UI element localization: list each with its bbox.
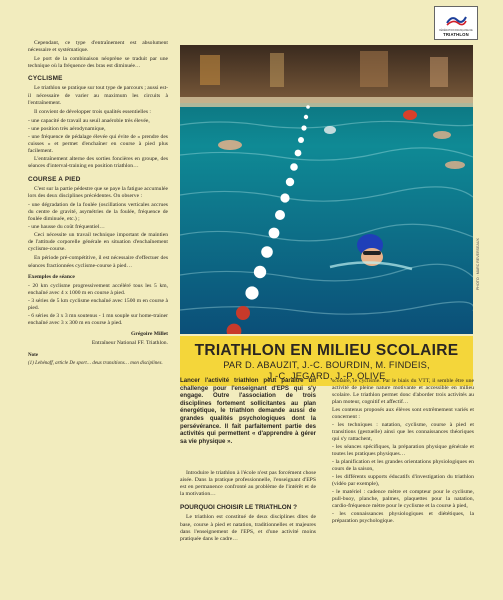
list-item: - 3 séries de 5 km cyclisme enchaîné avec 1500 m en course à pied. xyxy=(28,297,168,311)
federation-emblem-icon xyxy=(445,13,467,27)
article-lead: Lancer l'activité triathlon peut paraître un challenge pour l'enseignant d'EPS qui s'y engage. Outre l'association de trois disciplines fortement sollicitantes au plan énergétique, le triathlon demande aussi de grandes qualités psychologiques dont la persévérance. Il fait parfaitement partie des activités qui permettent « d'apprendre à gérer sa vie physique ». xyxy=(180,377,316,445)
photo-credit: PHOTO : MARC REVERSEAUX xyxy=(476,238,480,290)
paragraph: Ceci nécessite un travail technique important de maintien de l'attitude corporelle générale en situation d'enchaînement cyclisme-course. xyxy=(28,232,168,253)
list-item: - une capacité de travail au seuil anaérobie très élevée, xyxy=(28,117,150,124)
list-item: - les séances spécifiques, la préparation physique générale et toutes les pratiques physiques… xyxy=(332,444,474,457)
section-heading-cyclisme: CYCLISME xyxy=(28,75,63,83)
paragraph: Le port de la combinaison néoprène se traduit par une technique où la fréquence des bras est diminuée… xyxy=(28,56,168,70)
list-item: - une fréquence de pédalage élevée qui évite de « prendre des cuisses » et permet d'enchaîner en course à pied plus facilement. xyxy=(28,134,168,155)
signature-name: Grégoire Millet xyxy=(130,331,168,338)
swimming-pool-photo xyxy=(180,45,473,334)
pool-illustration xyxy=(180,45,473,334)
article-title: TRIATHLON EN MILIEU SCOLAIRE xyxy=(194,342,459,359)
list-item: - une hausse du coût fréquentiel… xyxy=(28,224,105,231)
list-item: - la planification et les grandes orientations physiologiques en cours de la saison, xyxy=(332,459,474,472)
section-heading-pourquoi: POURQUOI CHOISIR LE TRIATHLON ? xyxy=(180,504,298,512)
paragraph: Le triathlon est constitué de deux disciplines dites de base, course à pied et natation, traditionnelles et majeures dans l'enseignement de l'EPS, et d'une activité moins pratiquée dans le cadre… xyxy=(180,514,316,542)
list-item: - une position très aérodynamique, xyxy=(28,125,106,132)
paragraph: C'est sur la partie pédestre que se paye la fatigue accumulée lors des deux disciplines précédentes. On observe : xyxy=(28,185,168,199)
right-column xyxy=(332,378,474,526)
paragraph: scolaire, le cyclisme. Par le biais du VTT, il semble être une activité de pleine nature motivante et accessible en milieu scolaire. Le triathlon permet donc d'aborder trois activités au plan moteur, cognitif et affectif… xyxy=(332,378,474,405)
triathlon-federation-logo xyxy=(434,6,478,40)
list-item: - les différents supports éducatifs d'investigation du triathlon (vidéo par exemple), xyxy=(332,474,474,487)
logo-line2: TRIATHLON xyxy=(443,32,469,37)
paragraph: En période pré-compétitive, il est nécessaire d'effectuer des séances fractionnées cyclisme-course à pied… xyxy=(28,255,168,269)
logo-line1: FÉDÉRATION FRANÇAISE DE xyxy=(439,29,473,32)
list-item: - les techniques : natation, cyclisme, course à pied et transitions (gestuelle) ainsi que les connaissances théoriques qui s'y rattachent, xyxy=(332,422,474,442)
list-item: - 20 km cyclisme progressivement accéléré tous les 5 km, enchaîné avec 4 x 1000 m en course à pied. xyxy=(28,282,168,296)
signature-role: Entraîneur National FF. Triathlon. xyxy=(91,340,168,347)
list-item: - 6 séries de 3 x 3 mn soutenus - 1 mn souple sur home-trainer enchaîné avec 3 x 300 m en course à pied. xyxy=(28,313,168,327)
list-item: - le matériel : cadence mètre et compteur pour le cyclisme, pull-buoy, planche, palmes, plaquettes pour la natation, cardio-fréquence mètre pour le cyclisme et la course à pied, xyxy=(332,489,474,509)
left-column xyxy=(28,40,168,369)
authors-line2: J.-C. JEGARD, J.-P. OLIVE xyxy=(267,371,386,381)
paragraph: Cependant, ce type d'entraînement est absolument nécessaire et systématique. xyxy=(28,40,168,54)
paragraph: Introduire le triathlon à l'école n'est pas forcément chose aisée. Dans la pratique professionnelle, l'enseignant d'EPS est en permanence confronté au problème de l'intérêt et de la motivation… xyxy=(180,470,316,498)
note-text: (1) Lehénaff, article De sport… deux transitions… mon disciplines. xyxy=(28,361,163,367)
paragraph: Les contenus proposés aux élèves sont extrêmement variés et concernent : xyxy=(332,407,474,420)
note-heading: Note xyxy=(28,353,38,359)
list-item: - les connaissances physiologiques et diététiques, la préparation psychologique. xyxy=(332,511,474,524)
paragraph: L'entraînement alterne des sorties foncières en groupe, des séances d'interval-training en position triathlon… xyxy=(28,156,168,170)
section-heading-course: COURSE A PIED xyxy=(28,175,81,183)
authors-line1: PAR D. ABAUZIT, J.-C. BOURDIN, M. FINDEIS, xyxy=(223,360,430,370)
examples-heading: Exemples de séance xyxy=(28,273,75,280)
paragraph: Le triathlon se pratique sur tout type de parcours ; aussi est-il nécessaire de varier au maximum les circuits à l'entraînement. xyxy=(28,85,168,106)
paragraph: Il convient de développer trois qualités essentielles : xyxy=(34,108,151,115)
list-item: - une dégradation de la foulée (oscillations verticales accrues du centre de gravité, asymétries de la foulée, fréquence de foulée diminuée, etc.) ; xyxy=(28,201,168,222)
middle-column xyxy=(180,470,316,545)
